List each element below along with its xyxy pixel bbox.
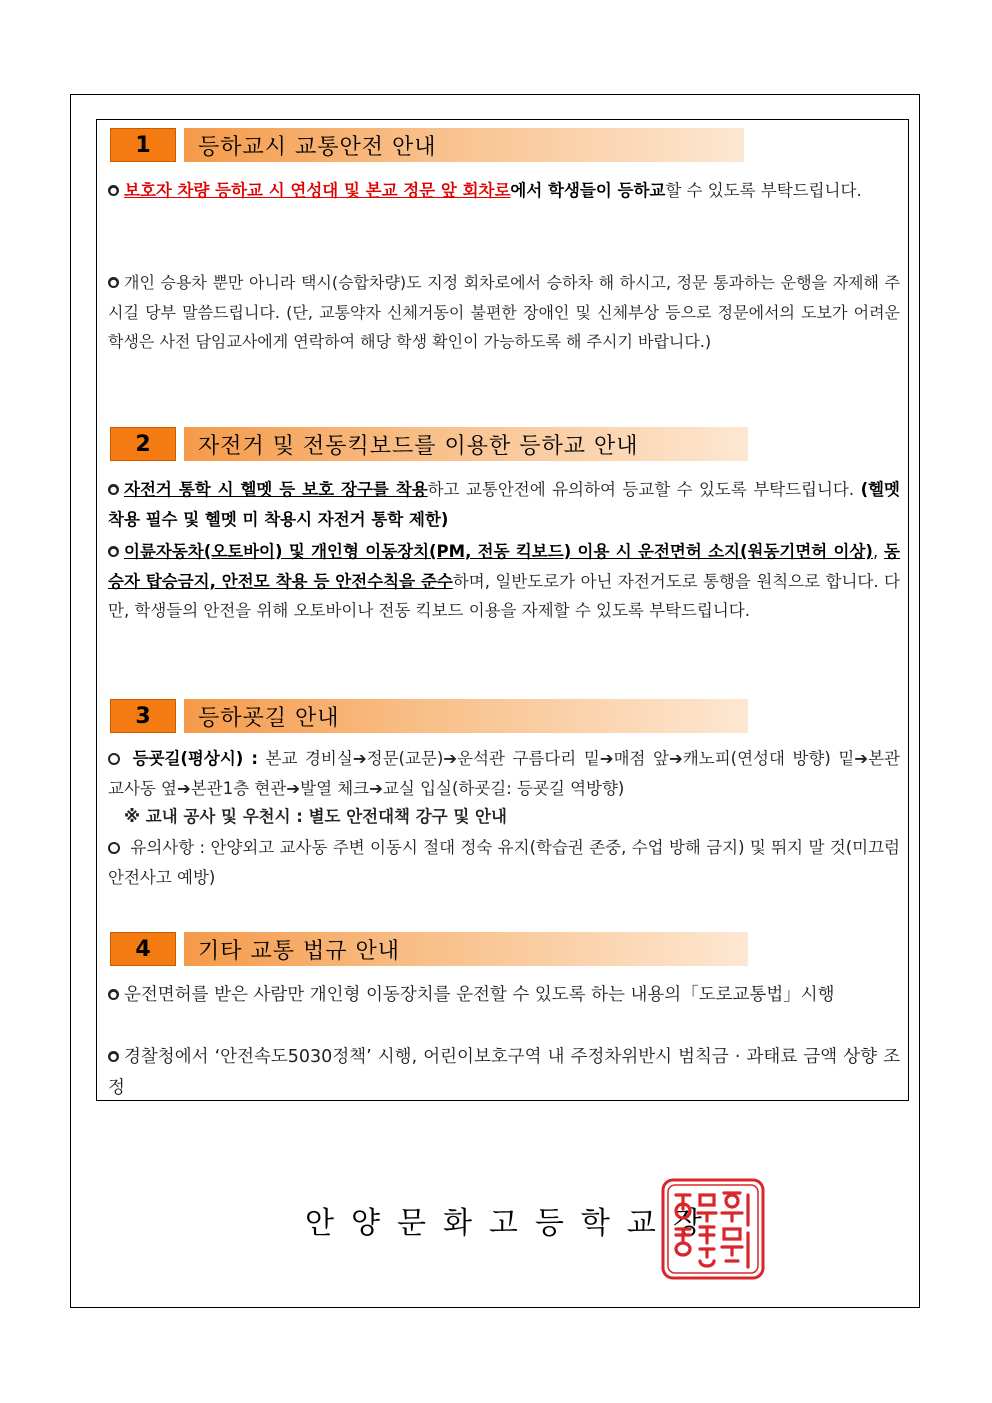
body-text: 유의사항 : 안양외고 교사동 주변 이동시 절대 정숙 유지(학습권 존중, 수업 방해 금지) 및 뛰지 말 것(미끄럼 안전사고 예방): [108, 838, 900, 887]
section-title: 자전거 및 전동킥보드를 이용한 등하교 안내: [184, 427, 748, 461]
arrow-icon: ➔: [369, 778, 383, 798]
section-title: 등하굣길 안내: [184, 699, 748, 733]
section-2-paragraph-2: [108, 537, 900, 626]
section-number: 4: [110, 932, 176, 966]
highlight-text: 보호자 차량 등하교 시 연성대 및 본교 정문 앞 회차로: [124, 181, 511, 200]
bullet-icon: ●: [108, 484, 119, 495]
section-number: 1: [110, 128, 176, 162]
bold-underlined-text: 동승자 탑승금지, 안전모 착용 등 안전수칙을 준수: [108, 542, 900, 591]
arrow-icon: ➔: [352, 749, 367, 768]
route-stop: 정문(교문): [366, 749, 444, 768]
route-stop: 본관1층 현관: [190, 778, 287, 798]
bullet-icon: ●: [108, 1051, 119, 1062]
arrow-icon: ➔: [286, 778, 301, 798]
route-label: 등굣길(평상시) :: [132, 749, 258, 768]
section-1-header: [110, 128, 744, 162]
route-stop: 캐노피(연성대 방향) 밑: [682, 749, 855, 768]
section-2-header: [110, 427, 748, 461]
body-text: 개인 승용차 뿐만 아니라 택시(승합차량)도 지정 회차로에서 승하차 해 하시고, 정문 통과하는 운행을 자제해 주시길 당부 말씀드립니다. (단, 교통약자 신체거동이 불편한 장애인 및 신체부상 등으로 정문에서의 도보가 어려운 학생은 사전 담임교사에게 연락하여 해당 학생 확인이 가능하도록 해 주시기 바랍니다.): [108, 273, 900, 351]
section-title: 기타 교통 법규 안내: [184, 932, 748, 966]
section-4-header: [110, 932, 748, 966]
arrow-icon: ➔: [599, 749, 614, 768]
section-title: 등하교시 교통안전 안내: [184, 128, 744, 162]
section-1-paragraph-1: [108, 176, 900, 206]
bold-underlined-text: 자전거 통학 시 헬멧 등 보호 장구를 착용: [124, 480, 428, 499]
route-stop: 본관 교사동 옆: [108, 749, 900, 798]
body-text: 경찰청에서 ‘안전속도5030정책’ 시행, 어린이보호구역 내 주정차위반시 범칙금 · 과태료 금액 상향 조정: [108, 1047, 900, 1098]
arrow-icon: ➔: [177, 778, 191, 798]
body-text: 하며, 일반도로가 아닌 자전거도로 통행을 원칙으로 합니다. 다만, 학생들의 안전을 위해 오토바이나 전동 킥보드 이용을 자제할 수 있도록 부탁드립니다.: [108, 571, 900, 620]
section-2-paragraph-1: [108, 475, 900, 534]
route-stop: 운석관 구름다리 밑: [457, 749, 600, 768]
official-seal-icon: [660, 1177, 766, 1281]
school-principal-name: 안양문화고등학교장: [305, 1206, 719, 1241]
arrow-icon: ➔: [443, 749, 458, 768]
route-stop: 매점 앞: [613, 749, 669, 768]
section-4-paragraph-2: [108, 1042, 900, 1104]
bullet-icon: ●: [108, 277, 119, 288]
section-1-paragraph-2: [108, 268, 900, 357]
bold-text: (헬멧 착용 필수 및 헬멧 미 착용시 자전거 통학 제한): [108, 480, 900, 529]
route-stop: 본교 경비실: [265, 749, 353, 768]
section-3-caution: [108, 833, 900, 892]
route-stop: 발열 체크: [300, 778, 370, 798]
body-text: 운전면허를 받은 사람만 개인형 이동장치를 운전할 수 있도록 하는 내용의「도로교통법」시행: [124, 985, 835, 1005]
bullet-ring-icon: [108, 753, 120, 765]
section-3-note: ※ 교내 공사 및 우천시 : 별도 안전대책 강구 및 안내: [124, 807, 507, 826]
bold-text: 에서 학생들이 등하교: [510, 181, 666, 200]
section-number: 2: [110, 427, 176, 461]
body-text: 하고 교통안전에 유의하여 등교할 수 있도록 부탁드립니다.: [427, 480, 861, 499]
arrow-icon: ➔: [854, 749, 869, 768]
body-text: 할 수 있도록 부탁드립니다.: [665, 181, 862, 200]
section-3-header: [110, 699, 748, 733]
arrow-icon: ➔: [668, 749, 683, 768]
bullet-ring-icon: [108, 842, 120, 854]
section-4-paragraph-1: [108, 980, 900, 1011]
bullet-icon: ●: [108, 546, 119, 557]
section-3-route: [108, 744, 900, 803]
section-number: 3: [110, 699, 176, 733]
separator-text: ,: [872, 542, 885, 561]
bullet-icon: ●: [108, 185, 119, 196]
bold-underlined-text: 이륜자동차(오토바이) 및 개인형 이동장치(PM, 전동 킥보드) 이용 시 운전면허 소지(원동기면허 이상): [124, 542, 873, 561]
route-stop: 교실 입실(하굣길: 등굣길 역방향): [382, 778, 625, 798]
bullet-icon: ●: [108, 989, 119, 1000]
